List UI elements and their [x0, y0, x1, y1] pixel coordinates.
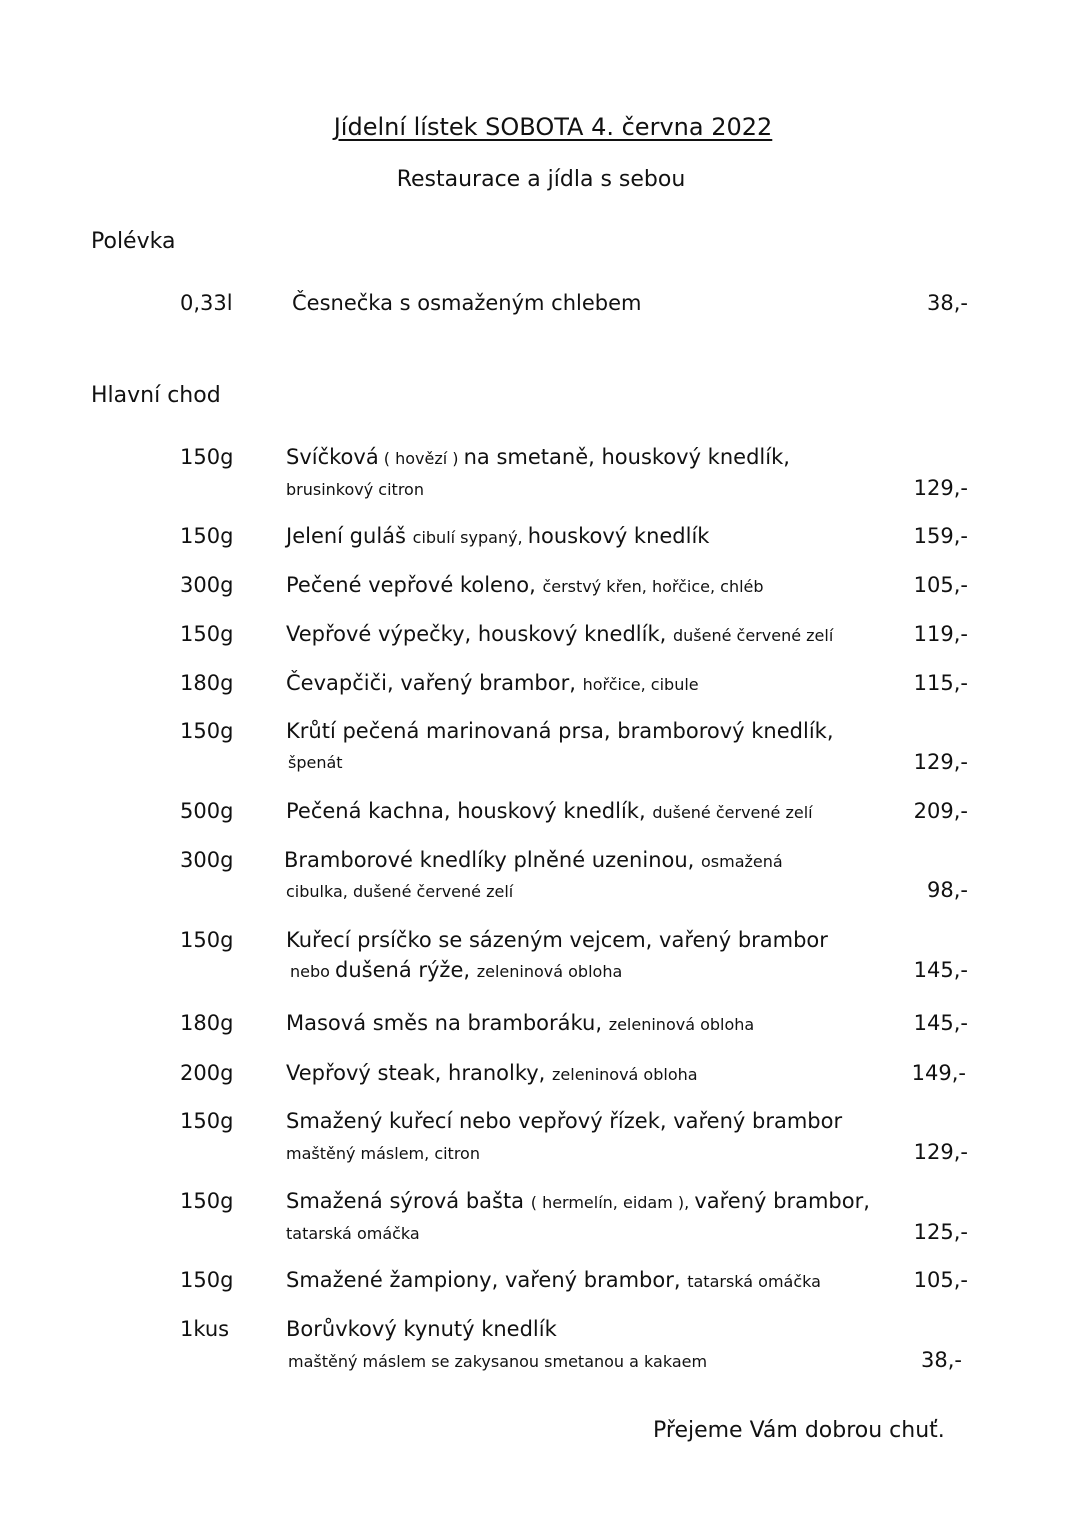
item-note: nebo	[290, 962, 336, 981]
item-price: 38,-	[921, 1348, 962, 1372]
item-description: maštěný máslem se zakysanou smetanou a kakaem	[288, 1352, 708, 1371]
item-name	[286, 671, 699, 695]
item-name: Borůvkový kynutý knedlík	[286, 1317, 557, 1341]
item-price: 129,-	[913, 750, 968, 774]
item-price: 119,-	[913, 622, 968, 646]
item-name-main: Smažené žampiony, vařený brambor,	[286, 1268, 688, 1292]
item-quantity: 150g	[180, 622, 234, 646]
item-price: 98,-	[927, 878, 968, 902]
item-quantity: 0,33l	[180, 291, 233, 315]
item-name	[286, 1268, 821, 1292]
item-note: dušené červené zelí	[672, 626, 834, 645]
item-name-main: Smažená sýrová bašta	[286, 1189, 531, 1213]
item-name	[286, 1189, 870, 1213]
item-note: zeleninová obloha	[608, 1015, 755, 1034]
item-quantity: 200g	[180, 1061, 234, 1085]
item-name: Smažený kuřecí nebo vepřový řízek, vařený brambor	[286, 1109, 843, 1133]
menu-title: Jídelní lístek SOBOTA 4. června 2022	[333, 113, 773, 141]
item-note: zeleninová obloha	[552, 1065, 698, 1084]
item-quantity: 500g	[180, 799, 234, 823]
item-quantity: 180g	[180, 1011, 234, 1035]
item-description	[290, 958, 622, 982]
item-price: 149,-	[911, 1061, 966, 1085]
section-heading-main: Hlavní chod	[91, 383, 221, 408]
item-quantity: 300g	[180, 573, 234, 597]
item-price: 129,-	[913, 476, 968, 500]
item-name-main: Pečená kachna, houskový knedlík,	[286, 799, 653, 823]
item-name	[286, 799, 813, 823]
item-price: 159,-	[913, 524, 968, 548]
item-note: cibulí sypaný,	[412, 528, 528, 547]
item-price: 105,-	[913, 573, 968, 597]
item-name	[286, 622, 833, 646]
item-quantity: 150g	[180, 1109, 234, 1133]
item-name: Česnečka s osmaženým chlebem	[292, 291, 642, 315]
item-name-main: Jelení guláš	[286, 524, 413, 548]
item-name-main: na smetaně, houskový knedlík,	[463, 445, 790, 469]
item-quantity: 150g	[180, 445, 234, 469]
item-name-main: houskový knedlík	[527, 524, 710, 548]
item-price: 38,-	[927, 291, 968, 315]
item-price: 125,-	[913, 1220, 968, 1244]
item-quantity: 300g	[180, 848, 234, 872]
item-description: maštěný máslem, citron	[286, 1144, 480, 1163]
item-price: 145,-	[913, 958, 968, 982]
item-name-main: Pečené vepřové koleno,	[286, 573, 543, 597]
item-name-main: Vepřový steak, hranolky,	[286, 1061, 553, 1085]
item-note: ( hermelín, eidam ),	[530, 1193, 695, 1212]
section-heading-soup: Polévka	[91, 229, 176, 254]
item-note: čerstvý křen, hořčice, chléb	[542, 577, 764, 596]
item-name	[286, 1061, 698, 1085]
item-name-main: Masová směs na bramboráku,	[286, 1011, 609, 1035]
item-name	[286, 524, 709, 548]
item-name-main: Svíčková	[286, 445, 379, 469]
item-name-main: vařený brambor,	[694, 1189, 870, 1213]
item-note: tatarská omáčka	[687, 1272, 821, 1291]
item-price: 115,-	[913, 671, 968, 695]
item-price: 129,-	[913, 1140, 968, 1164]
item-note: osmažená	[701, 852, 783, 871]
item-quantity: 150g	[180, 1268, 234, 1292]
item-quantity: 1kus	[180, 1317, 230, 1341]
item-quantity: 180g	[180, 671, 234, 695]
item-quantity: 150g	[180, 719, 234, 743]
item-description: tatarská omáčka	[286, 1224, 420, 1243]
item-name-main: dušená rýže,	[335, 958, 477, 982]
menu-subtitle: Restaurace a jídla s sebou	[396, 167, 686, 192]
item-price: 145,-	[913, 1011, 968, 1035]
item-note: ( hovězí )	[378, 449, 464, 468]
item-description: špenát	[288, 753, 343, 772]
item-name: Krůtí pečená marinovaná prsa, bramborový knedlík,	[286, 719, 834, 743]
closing-note: Přejeme Vám dobrou chuť.	[653, 1418, 945, 1443]
item-description: brusinkový citron	[286, 480, 424, 499]
item-description: cibulka, dušené červené zelí	[286, 882, 514, 901]
item-price: 209,-	[913, 799, 968, 823]
item-name	[284, 848, 783, 872]
item-note: hořčice, cibule	[582, 675, 699, 694]
item-name-main: Bramborové knedlíky plněné uzeninou,	[284, 848, 702, 872]
item-name-main: Čevapčiči, vařený brambor,	[286, 671, 583, 695]
item-name: Kuřecí prsíčko se sázeným vejcem, vařený brambor	[286, 928, 828, 952]
item-note: dušené červené zelí	[652, 803, 813, 822]
item-price: 105,-	[913, 1268, 968, 1292]
item-quantity: 150g	[180, 1189, 234, 1213]
item-name	[286, 573, 764, 597]
item-name	[286, 1011, 754, 1035]
item-name-main: Vepřové výpečky, houskový knedlík,	[286, 622, 673, 646]
item-note: zeleninová obloha	[476, 962, 623, 981]
item-quantity: 150g	[180, 928, 234, 952]
item-quantity: 150g	[180, 524, 234, 548]
item-name	[286, 445, 790, 469]
